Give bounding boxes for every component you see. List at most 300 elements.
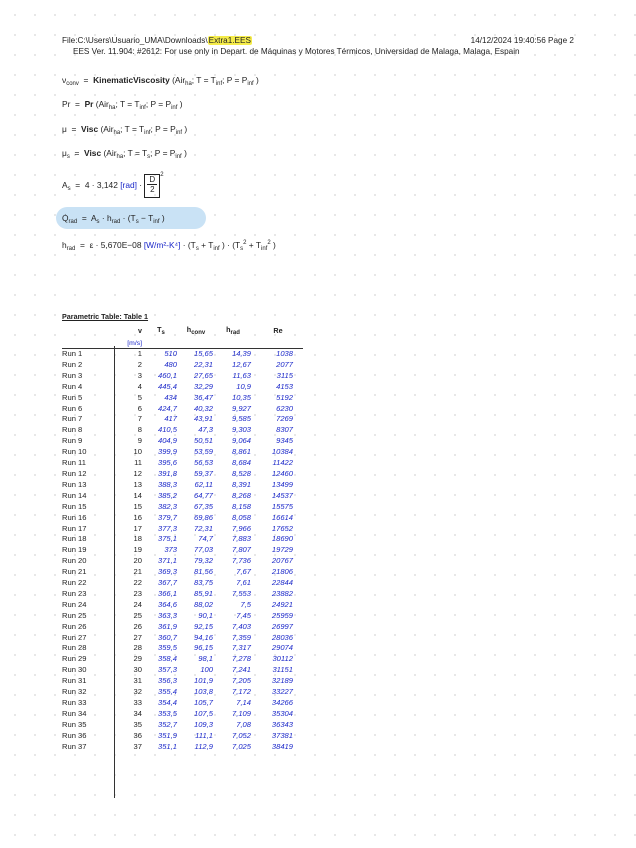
cell-run: Run 29 bbox=[62, 654, 87, 664]
bracket bbox=[144, 174, 160, 198]
cell-hconv: 56,53 bbox=[193, 458, 213, 468]
column-header-label: T bbox=[157, 325, 162, 334]
cell-v: 20 bbox=[133, 556, 142, 566]
cell-hrad: 7,025 bbox=[231, 741, 251, 751]
file-name-highlight: Extra1.EES bbox=[208, 36, 251, 45]
cell-v: 17 bbox=[133, 523, 142, 533]
cell-re: 11422 bbox=[272, 458, 293, 468]
cell-ts: 351,9 bbox=[157, 730, 177, 740]
cell-run: Run 20 bbox=[62, 556, 87, 566]
cell-hconv: 111,1 bbox=[195, 730, 213, 740]
eq-lhs-sub: s bbox=[67, 186, 71, 192]
table-row bbox=[62, 393, 303, 404]
cell-hconv: 43,91 bbox=[193, 414, 213, 424]
cell-hrad: 10,35 bbox=[231, 392, 251, 402]
cell-ts: 356,3 bbox=[157, 676, 177, 686]
cell-ts: 353,5 bbox=[157, 708, 177, 718]
cell-hconv: 59,37 bbox=[193, 468, 213, 478]
unit-cell: [m/s] bbox=[114, 336, 145, 349]
cell-v: 9 bbox=[137, 436, 142, 446]
cell-hrad: 7,807 bbox=[231, 545, 251, 555]
cell-run: Run 15 bbox=[62, 501, 87, 511]
table-row bbox=[62, 447, 303, 458]
cell-re: 37381 bbox=[271, 730, 293, 740]
cell-ts: 510 bbox=[164, 349, 177, 358]
table-row bbox=[62, 425, 303, 436]
cell-ts: 379,7 bbox=[157, 512, 177, 522]
file-path: File:C:\Users\Usuario_UMA\Downloads\ bbox=[62, 36, 208, 45]
table-row bbox=[62, 600, 303, 611]
cell-hrad: 12,67 bbox=[231, 359, 251, 369]
eq-lhs: h bbox=[62, 240, 67, 250]
column-header-re bbox=[253, 323, 303, 336]
eq-op: · bbox=[139, 180, 143, 190]
column-header-v bbox=[114, 323, 145, 336]
equation-radiation-heat bbox=[62, 213, 165, 225]
equation-kinematic-viscosity bbox=[62, 75, 259, 87]
cell-re: 8307 bbox=[276, 425, 293, 435]
cell-hrad: 7,883 bbox=[231, 534, 251, 544]
cell-ts: 385,2 bbox=[157, 490, 177, 500]
eq-arg: ) bbox=[256, 75, 259, 85]
eq-rhs-sub: inf bbox=[213, 246, 220, 252]
cell-run: Run 9 bbox=[62, 436, 83, 446]
eq-arg: (Air bbox=[95, 99, 109, 109]
eq-arg-sub: ha bbox=[108, 105, 116, 111]
table-header-row bbox=[62, 323, 303, 336]
cell-ts: 367,7 bbox=[157, 578, 177, 588]
eq-unit: [rad] bbox=[120, 180, 137, 190]
cell-hconv: 50,51 bbox=[193, 436, 213, 446]
cell-re: 1038 bbox=[276, 349, 293, 358]
eq-func: Pr bbox=[84, 99, 94, 109]
cell-hrad: 7,278 bbox=[231, 654, 251, 664]
column-header-label: v bbox=[138, 326, 142, 335]
cell-v: 14 bbox=[133, 490, 142, 500]
cell-hrad: 8,158 bbox=[231, 501, 251, 511]
cell-hconv: 67,35 bbox=[193, 501, 213, 511]
cell-run: Run 26 bbox=[62, 621, 87, 631]
eq-rhs: ε · 5,670E−08 bbox=[89, 240, 142, 250]
table-row bbox=[62, 654, 303, 665]
cell-v: 18 bbox=[133, 534, 142, 544]
cell-v: 35 bbox=[133, 719, 142, 729]
cell-hrad: 7,052 bbox=[231, 730, 251, 740]
cell-v: 33 bbox=[133, 698, 142, 707]
eq-arg-sub: inf bbox=[215, 81, 223, 87]
cell-re: 23882 bbox=[271, 588, 293, 598]
cell-v: 32 bbox=[133, 687, 142, 697]
cell-run: Run 21 bbox=[62, 567, 87, 577]
cell-hconv: 101,9 bbox=[193, 676, 213, 686]
eq-rhs: 4 · 3,142 bbox=[84, 180, 118, 190]
eq-lhs-sub: rad bbox=[68, 219, 78, 225]
cell-re: 6230 bbox=[276, 403, 293, 413]
column-header-sub: s bbox=[161, 330, 165, 336]
column-header-sub: rad bbox=[230, 330, 240, 336]
cell-v: 24 bbox=[133, 599, 142, 609]
cell-ts: 377,3 bbox=[157, 523, 177, 533]
fraction bbox=[147, 175, 157, 194]
cell-ts: 366,1 bbox=[157, 588, 177, 598]
cell-run: Run 16 bbox=[62, 512, 87, 522]
cell-hconv: 64,77 bbox=[193, 490, 213, 500]
cell-hrad: 8,528 bbox=[231, 468, 251, 478]
equation-surface-area bbox=[62, 172, 164, 198]
cell-v: 13 bbox=[133, 479, 142, 489]
cell-v: 28 bbox=[133, 643, 142, 653]
cell-re: 28036 bbox=[271, 632, 293, 642]
eq-op: = bbox=[83, 75, 89, 85]
cell-hrad: 8,684 bbox=[231, 458, 251, 468]
cell-re: 19729 bbox=[271, 545, 293, 555]
cell-run: Run 30 bbox=[62, 665, 87, 675]
cell-run: Run 35 bbox=[62, 719, 87, 729]
cell-run: Run 25 bbox=[62, 610, 87, 620]
table-row bbox=[62, 633, 303, 644]
cell-run: Run 10 bbox=[62, 447, 87, 457]
table-row-divider bbox=[114, 346, 115, 798]
cell-v: 30 bbox=[133, 665, 142, 675]
unit-cell bbox=[253, 336, 303, 349]
eq-arg: ; T = T bbox=[123, 148, 148, 158]
eq-arg-sub: s bbox=[147, 154, 151, 160]
eq-rhs: + T bbox=[198, 240, 214, 250]
column-header-hconv bbox=[179, 323, 215, 336]
cell-hconv: 98,1 bbox=[198, 654, 213, 664]
cell-hrad: 7,5 bbox=[240, 599, 251, 609]
eq-arg: ; P = P bbox=[150, 148, 176, 158]
eq-lhs: ν bbox=[62, 75, 67, 85]
eq-arg-sub: inf bbox=[175, 130, 183, 136]
table-row bbox=[62, 720, 303, 731]
cell-hrad: 7,205 bbox=[231, 676, 251, 686]
eq-rhs-sub: s bbox=[240, 246, 244, 252]
table-row bbox=[62, 502, 303, 513]
cell-ts: 382,3 bbox=[157, 501, 177, 511]
eq-func: KinematicViscosity bbox=[93, 75, 170, 85]
cell-ts: 404,9 bbox=[157, 436, 177, 446]
eq-arg: ; T = T bbox=[191, 75, 216, 85]
eq-func: Visc bbox=[84, 148, 102, 158]
cell-hconv: 81,56 bbox=[193, 567, 213, 577]
eq-lhs: Pr bbox=[62, 99, 71, 109]
cell-re: 32189 bbox=[271, 676, 293, 686]
cell-re: 2077 bbox=[276, 359, 293, 369]
table-row bbox=[62, 567, 303, 578]
eq-arg: ) bbox=[184, 124, 188, 134]
cell-v: 3 bbox=[137, 370, 142, 380]
cell-ts: 373 bbox=[164, 545, 177, 555]
cell-v: 22 bbox=[133, 578, 142, 588]
cell-run: Run 18 bbox=[62, 534, 87, 544]
table-row bbox=[62, 469, 303, 480]
cell-v: 36 bbox=[133, 730, 142, 740]
eq-rhs-sup: 2 bbox=[243, 240, 247, 246]
cell-re: 29074 bbox=[271, 643, 293, 653]
cell-ts: 361,9 bbox=[157, 621, 177, 631]
eq-op: = bbox=[74, 148, 80, 158]
page-header bbox=[62, 36, 520, 57]
cell-re: 14537 bbox=[271, 490, 293, 500]
cell-hrad: 7,736 bbox=[231, 556, 251, 566]
cell-v: 2 bbox=[137, 359, 142, 369]
cell-v: 6 bbox=[137, 403, 142, 413]
cell-ts: 363,3 bbox=[157, 610, 177, 620]
cell-run: Run 36 bbox=[62, 730, 87, 740]
eq-lhs-sub: conv bbox=[66, 81, 79, 87]
table-row bbox=[62, 643, 303, 654]
eq-arg-sub: inf bbox=[139, 105, 146, 111]
cell-hrad: 10,9 bbox=[236, 381, 251, 391]
cell-re: 20767 bbox=[271, 556, 293, 566]
column-header-run bbox=[62, 323, 114, 336]
cell-run: Run 31 bbox=[62, 676, 87, 686]
eq-lhs: μ bbox=[62, 148, 67, 158]
cell-run: Run 19 bbox=[62, 545, 87, 555]
eq-arg: (Air bbox=[100, 124, 114, 134]
cell-ts: 399,9 bbox=[157, 447, 177, 457]
cell-hrad: 7,241 bbox=[231, 665, 251, 675]
cell-hconv: 69,86 bbox=[193, 512, 213, 522]
cell-hconv: 77,03 bbox=[193, 545, 213, 555]
eq-arg: (Air bbox=[172, 75, 186, 85]
cell-re: 24921 bbox=[271, 599, 293, 609]
cell-hconv: 94,16 bbox=[193, 632, 213, 642]
eq-rhs: A bbox=[90, 213, 97, 223]
cell-re: 17652 bbox=[271, 523, 293, 533]
eq-rhs: · h bbox=[99, 213, 112, 223]
cell-re: 16614 bbox=[271, 512, 293, 522]
table-row bbox=[62, 611, 303, 622]
cell-hrad: 11,63 bbox=[232, 370, 251, 380]
cell-v: 1 bbox=[137, 349, 142, 358]
eq-arg: ) bbox=[179, 99, 183, 109]
eq-rhs: ) bbox=[270, 240, 276, 250]
cell-re: 3115 bbox=[276, 370, 293, 380]
eq-arg-sub: inf bbox=[175, 154, 182, 160]
cell-ts: 410,5 bbox=[157, 425, 177, 435]
column-header-label: Re bbox=[273, 326, 283, 335]
unit-cell bbox=[145, 336, 179, 349]
cell-hrad: 7,61 bbox=[236, 578, 251, 588]
cell-v: 4 bbox=[137, 381, 142, 391]
eq-arg: ; T = T bbox=[120, 124, 145, 134]
equation-radiation-coefficient bbox=[62, 240, 276, 252]
frac-num: D bbox=[149, 174, 156, 184]
cell-re: 33227 bbox=[271, 687, 293, 697]
eq-lhs: μ bbox=[62, 124, 67, 134]
equation-prandtl bbox=[62, 99, 183, 111]
table-row bbox=[62, 458, 303, 469]
cell-ts: 360,7 bbox=[157, 632, 177, 642]
cell-v: 12 bbox=[133, 468, 142, 478]
table-row bbox=[62, 382, 303, 393]
cell-run: Run 27 bbox=[62, 632, 87, 642]
table-row bbox=[62, 589, 303, 600]
cell-re: 21806 bbox=[271, 567, 293, 577]
eq-arg: ; P = P bbox=[145, 99, 172, 109]
cell-run: Run 33 bbox=[62, 698, 87, 707]
eq-rhs-sub: s bbox=[195, 246, 199, 252]
cell-hrad: 14,39 bbox=[231, 349, 251, 358]
cell-run: Run 4 bbox=[62, 381, 83, 391]
eq-arg: ) bbox=[184, 148, 187, 158]
eq-lhs-sub: s bbox=[66, 154, 70, 160]
eq-rhs-sub: rad bbox=[111, 219, 121, 225]
cell-hconv: 92,15 bbox=[193, 621, 213, 631]
cell-hrad: 7,403 bbox=[231, 621, 251, 631]
cell-hconv: 27,65 bbox=[193, 370, 213, 380]
table-row bbox=[62, 480, 303, 491]
version-line: EES Ver. 11.904: #2612: For use only in Depart. de Máquinas y Motores Térmicos, Universidad de Malaga, Malaga, Espain bbox=[73, 46, 520, 56]
column-header-sub: conv bbox=[191, 330, 206, 336]
cell-v: 15 bbox=[133, 501, 142, 511]
unit-cell bbox=[215, 336, 253, 349]
table-units-row bbox=[62, 336, 303, 349]
cell-ts: 357,3 bbox=[157, 665, 177, 675]
cell-re: 9345 bbox=[276, 436, 293, 446]
eq-arg-sub: ha bbox=[185, 81, 192, 87]
cell-ts: 369,3 bbox=[157, 567, 177, 577]
cell-hrad: 7,109 bbox=[231, 708, 251, 718]
table-row bbox=[62, 545, 303, 556]
cell-hconv: 109,3 bbox=[193, 719, 213, 729]
cell-hrad: 7,553 bbox=[231, 588, 251, 598]
table-row bbox=[62, 371, 303, 382]
cell-hconv: 32,29 bbox=[193, 381, 213, 391]
cell-re: 38419 bbox=[271, 741, 293, 751]
eq-arg: ; T = T bbox=[115, 99, 140, 109]
cell-run: Run 14 bbox=[62, 490, 87, 500]
cell-hrad: 9,927 bbox=[231, 403, 251, 413]
cell-hrad: 7,172 bbox=[231, 687, 251, 697]
eq-arg-sub: inf bbox=[171, 105, 178, 111]
cell-run: Run 2 bbox=[62, 359, 83, 369]
unit-cell bbox=[179, 336, 215, 349]
table-row bbox=[62, 414, 303, 425]
cell-ts: 445,4 bbox=[157, 381, 177, 391]
cell-hconv: 62,11 bbox=[194, 479, 213, 489]
eq-op: = bbox=[81, 213, 87, 223]
table-row bbox=[62, 436, 303, 447]
cell-hconv: 53,59 bbox=[193, 447, 213, 457]
cell-hconv: 105,7 bbox=[193, 698, 213, 707]
cell-ts: 351,1 bbox=[157, 741, 177, 751]
cell-re: 12460 bbox=[271, 468, 293, 478]
cell-re: 22844 bbox=[271, 578, 293, 588]
cell-hrad: 8,861 bbox=[231, 447, 251, 457]
cell-ts: 434 bbox=[164, 392, 177, 402]
eq-lhs: Q̇ bbox=[62, 213, 69, 223]
table-row bbox=[62, 534, 303, 545]
cell-hconv: 85,91 bbox=[193, 588, 213, 598]
cell-hconv: 47,3 bbox=[198, 425, 213, 435]
cell-ts: 395,6 bbox=[157, 458, 177, 468]
table-row bbox=[62, 524, 303, 535]
eq-arg-sub: ha bbox=[113, 130, 121, 136]
eq-rhs: ) · (T bbox=[219, 240, 241, 250]
file-path-line bbox=[62, 36, 520, 47]
cell-run: Run 5 bbox=[62, 392, 83, 402]
cell-re: 4153 bbox=[276, 381, 293, 391]
cell-v: 29 bbox=[133, 654, 142, 664]
cell-ts: 358,4 bbox=[157, 654, 177, 664]
cell-hrad: 7,359 bbox=[231, 632, 251, 642]
cell-hrad: 7,14 bbox=[236, 698, 251, 707]
eq-rhs: − T bbox=[138, 213, 154, 223]
table-row bbox=[62, 709, 303, 720]
column-header-ts bbox=[145, 323, 179, 336]
cell-run: Run 17 bbox=[62, 523, 87, 533]
cell-re: 13499 bbox=[271, 479, 293, 489]
cell-run: Run 1 bbox=[62, 349, 83, 358]
date-page: 14/12/2024 19:40:56 Page 2 bbox=[470, 36, 574, 45]
cell-hconv: 88,02 bbox=[193, 599, 213, 609]
cell-hrad: 7,45 bbox=[236, 610, 251, 620]
table-row bbox=[62, 698, 303, 709]
cell-run: Run 28 bbox=[62, 643, 87, 653]
table-row bbox=[62, 731, 303, 742]
cell-run: Run 22 bbox=[62, 578, 87, 588]
cell-v: 27 bbox=[133, 632, 142, 642]
eq-arg: (Air bbox=[103, 148, 117, 158]
cell-v: 10 bbox=[133, 447, 142, 457]
cell-run: Run 8 bbox=[62, 425, 83, 435]
table-row bbox=[62, 622, 303, 633]
table-title: Parametric Table: Table 1 bbox=[62, 312, 149, 321]
cell-run: Run 7 bbox=[62, 414, 83, 424]
cell-v: 25 bbox=[133, 610, 142, 620]
cell-ts: 359,5 bbox=[157, 643, 177, 653]
cell-hrad: 7,317 bbox=[231, 643, 251, 653]
cell-re: 34266 bbox=[271, 698, 293, 707]
cell-run: Run 3 bbox=[62, 370, 83, 380]
equation-surface-viscosity bbox=[62, 148, 187, 160]
eq-rhs: · (T bbox=[120, 213, 136, 223]
cell-hrad: 8,391 bbox=[231, 479, 251, 489]
table-row bbox=[62, 556, 303, 567]
cell-v: 7 bbox=[137, 414, 142, 424]
cell-run: Run 11 bbox=[62, 458, 86, 468]
unit-cell bbox=[62, 336, 114, 349]
cell-ts: 424,7 bbox=[157, 403, 177, 413]
cell-re: 7269 bbox=[276, 414, 293, 424]
table-row bbox=[62, 513, 303, 524]
eq-lhs: A bbox=[62, 180, 68, 190]
cell-hrad: 7,966 bbox=[231, 523, 251, 533]
cell-v: 19 bbox=[133, 545, 142, 555]
cell-run: Run 13 bbox=[62, 479, 87, 489]
cell-hconv: 96,15 bbox=[193, 643, 213, 653]
eq-op: = bbox=[75, 180, 81, 190]
cell-run: Run 23 bbox=[62, 588, 87, 598]
frac-den: 2 bbox=[150, 184, 155, 194]
cell-ts: 371,1 bbox=[157, 556, 177, 566]
cell-re: 18690 bbox=[271, 534, 293, 544]
cell-ts: 364,6 bbox=[157, 599, 177, 609]
eq-rhs: ) bbox=[159, 213, 165, 223]
cell-ts: 391,8 bbox=[157, 468, 177, 478]
eq-arg: ; P = P bbox=[150, 124, 176, 134]
cell-v: 37 bbox=[133, 741, 142, 751]
cell-re: 5192 bbox=[276, 392, 293, 402]
cell-re: 30112 bbox=[272, 654, 293, 664]
cell-ts: 375,1 bbox=[157, 534, 177, 544]
cell-ts: 354,4 bbox=[157, 698, 177, 707]
table-row bbox=[62, 676, 303, 687]
cell-v: 31 bbox=[133, 676, 142, 686]
